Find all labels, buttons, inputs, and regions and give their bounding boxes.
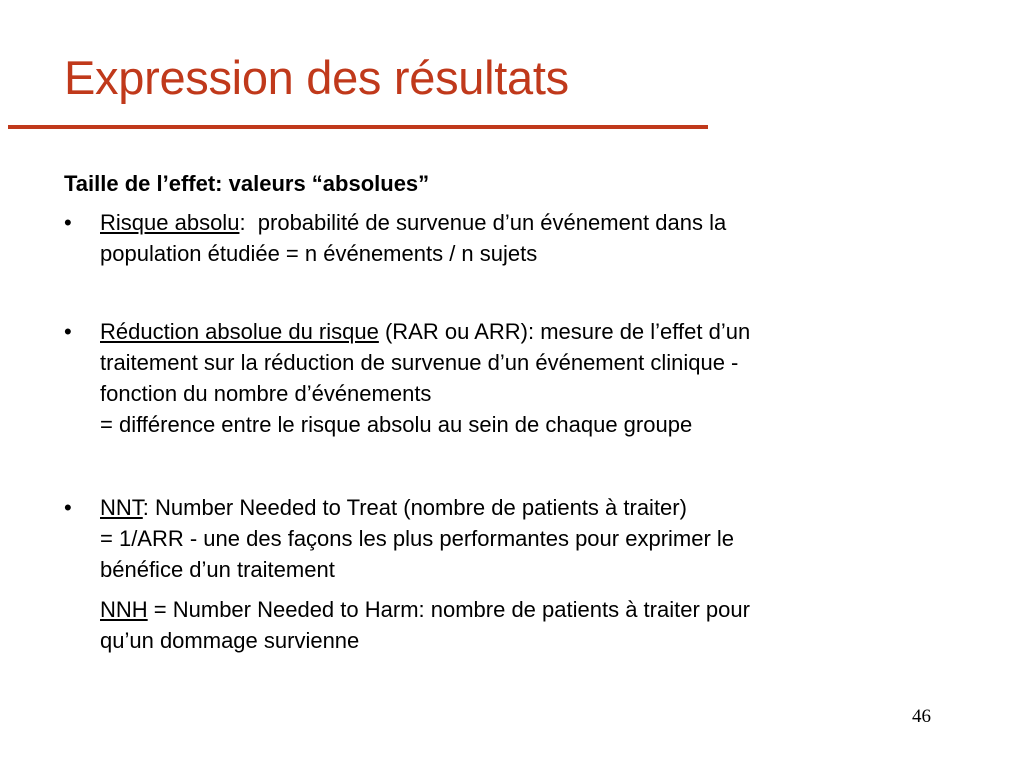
bullet-line: qu’un dommage survienne (100, 628, 360, 653)
bullet-line: bénéfice d’un traitement (100, 557, 335, 582)
bullet-line (100, 492, 964, 523)
bullet-line (100, 207, 964, 238)
slide-body (64, 168, 964, 656)
term-nnh: NNH (100, 597, 148, 622)
bullet-line (100, 594, 964, 625)
bullet-line: = 1/ARR - une des façons les plus performantes pour exprimer le (100, 526, 735, 551)
definition-text: = Number Needed to Harm: nombre de patients à traiter pour (147, 597, 750, 622)
slide-title: Expression des résultats (64, 51, 569, 104)
bullet-marker: • (64, 495, 72, 520)
definition-text: (RAR ou ARR): mesure de l’effet d’un (378, 319, 751, 344)
bullet-line: fonction du nombre d’événements (100, 381, 432, 406)
bullet-line (100, 316, 964, 347)
bullet-marker: • (64, 319, 72, 344)
section-subheading: Taille de l’effet: valeurs “absolues” (64, 171, 430, 196)
bullet-line: population étudiée = n événements / n sujets (100, 241, 538, 266)
bullet-absolute-risk (64, 207, 964, 269)
bullet-line: = différence entre le risque absolu au sein de chaque groupe (100, 412, 693, 437)
definition-text: : Number Needed to Treat (nombre de patients à traiter) (142, 495, 687, 520)
bullet-nnt (64, 492, 964, 585)
term-absolute-risk-reduction: Réduction absolue du risque (100, 319, 379, 344)
bullet-marker: • (64, 210, 72, 235)
term-absolute-risk: Risque absolu (100, 210, 240, 235)
term-nnt: NNT (100, 495, 143, 520)
title-underline (8, 125, 708, 129)
nnh-paragraph (64, 594, 964, 656)
page-number: 46 (912, 706, 931, 727)
bullet-line: traitement sur la réduction de survenue d’un événement clinique - (100, 350, 739, 375)
definition-text: : probabilité de survenue d’un événement dans la (239, 210, 727, 235)
bullet-absolute-risk-reduction (64, 316, 964, 440)
